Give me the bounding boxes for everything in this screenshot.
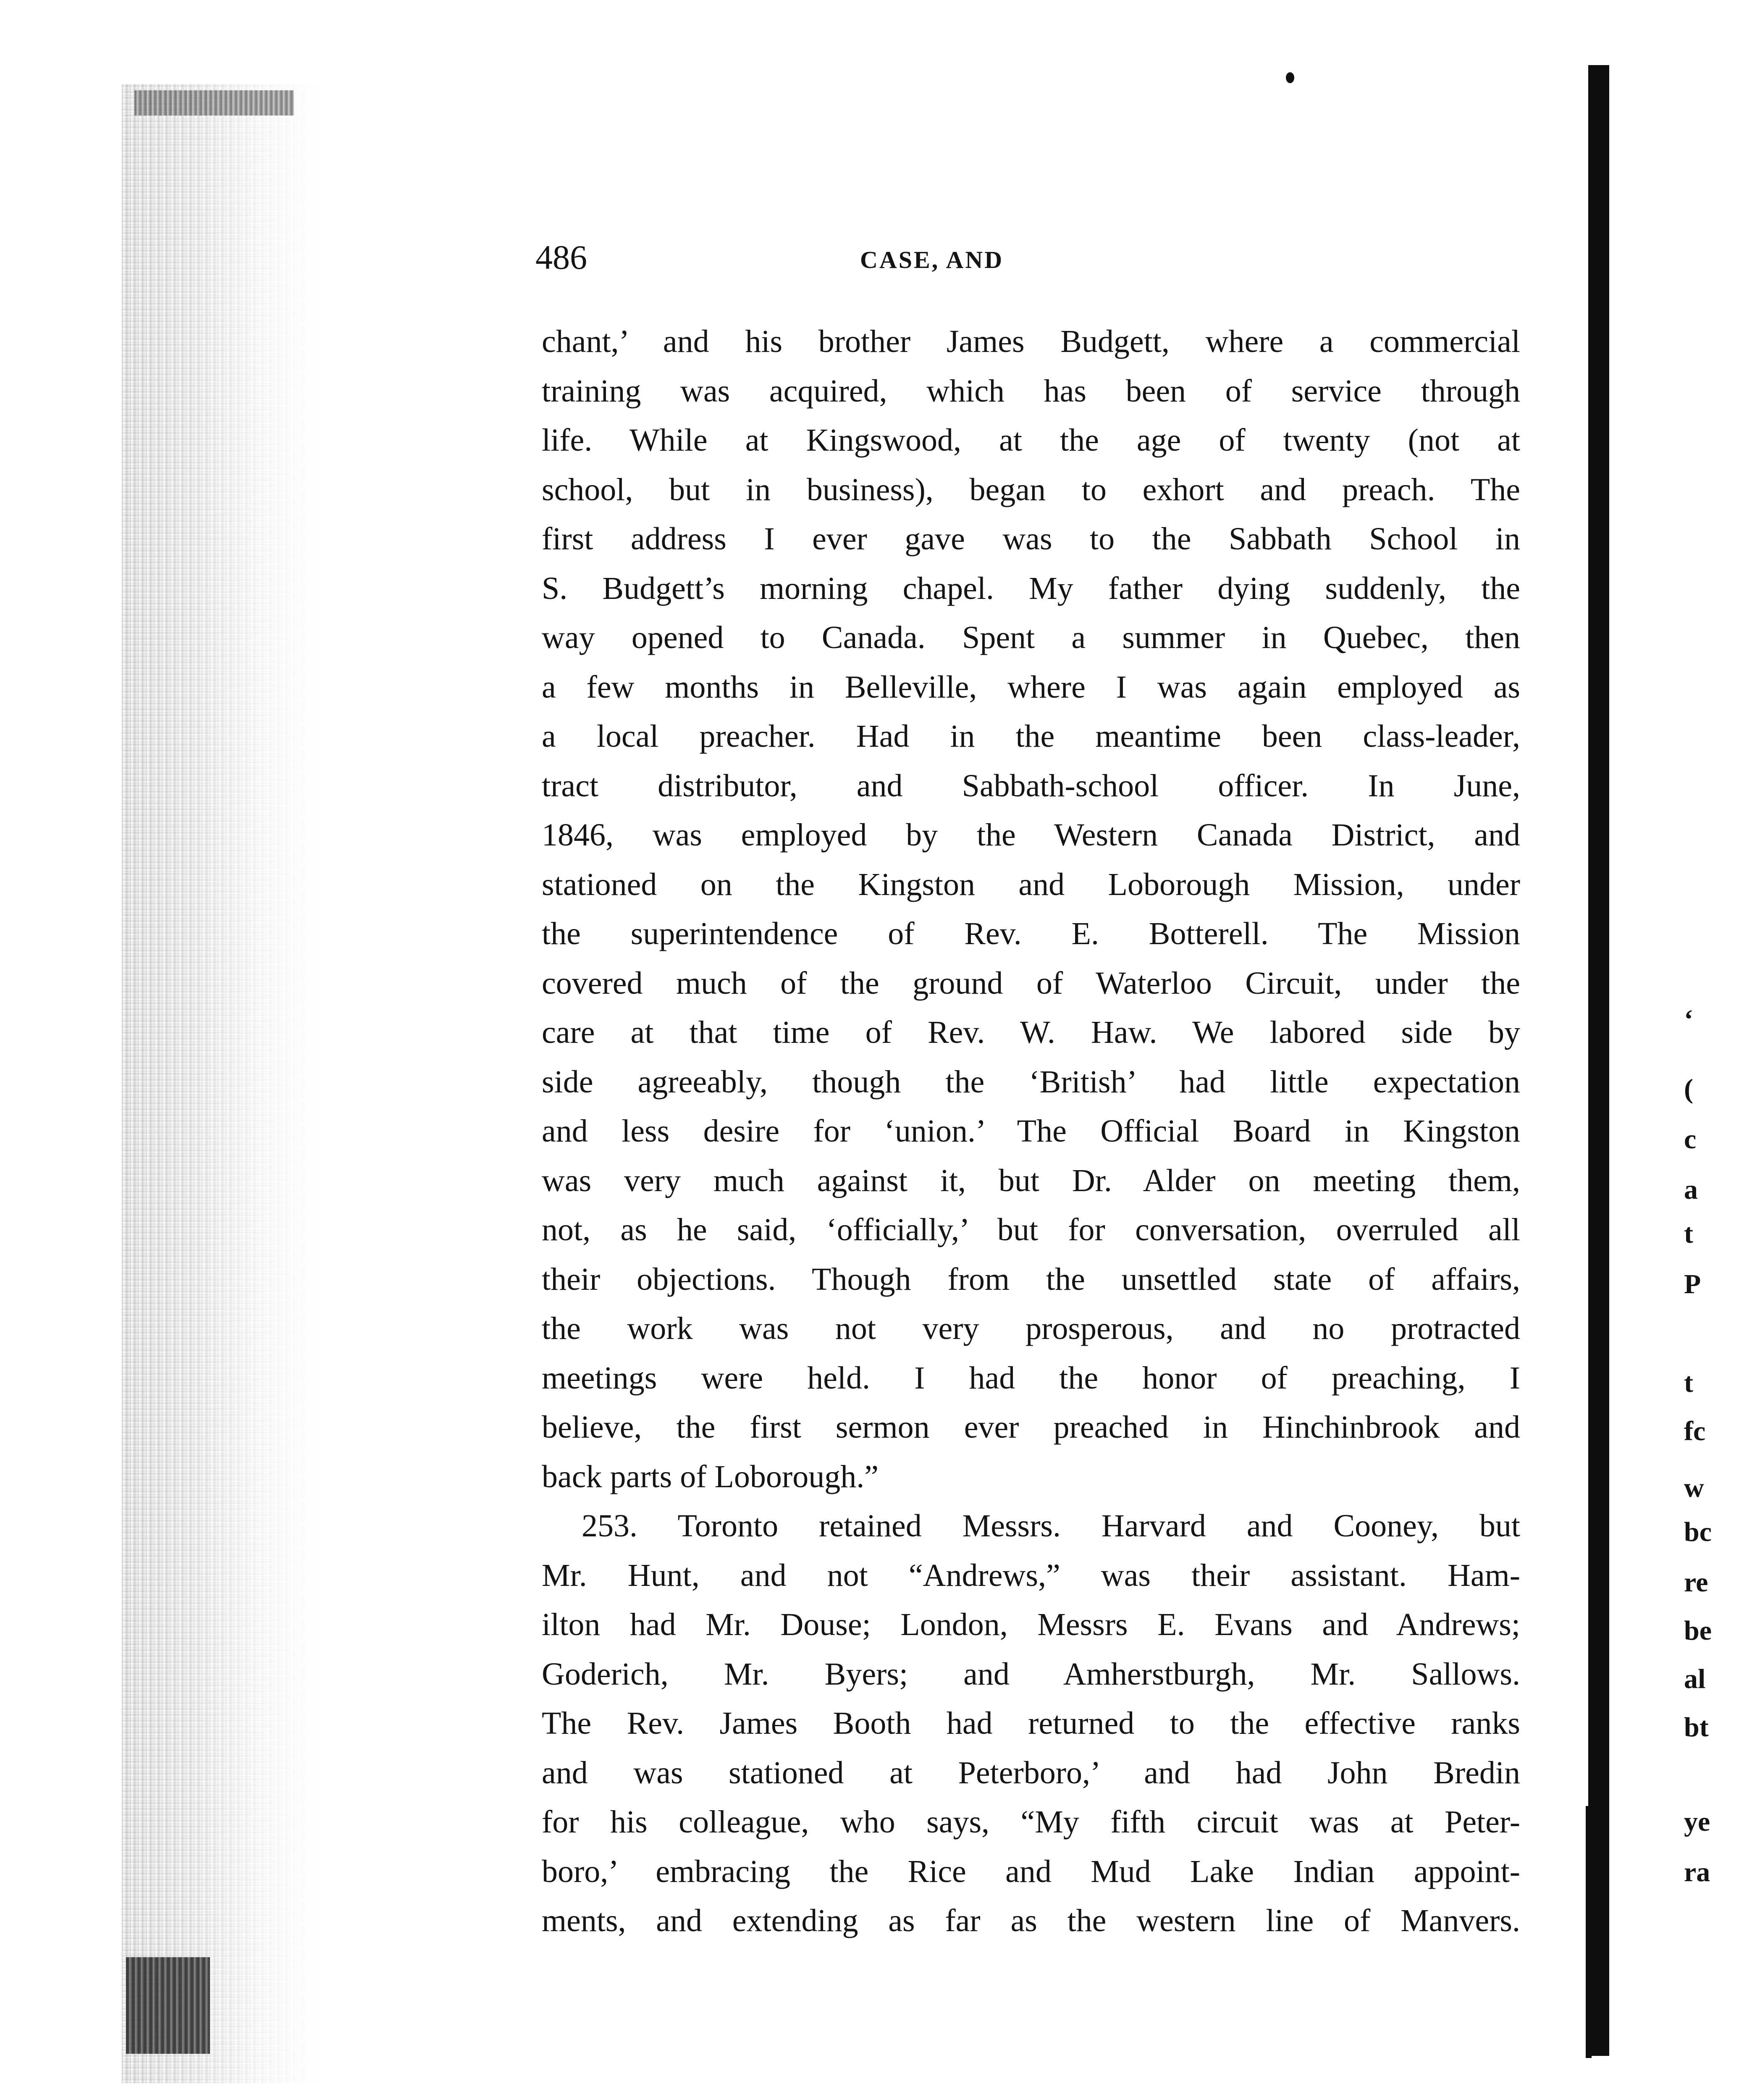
text-line: and less desire for ‘union.’ The Official Board in Kingston (542, 1113, 1520, 1149)
text-line: ilton had Mr. Douse; London, Messrs E. Evans and Andrews; (542, 1607, 1520, 1642)
text-line: chant,’ and his brother James Budgett, where a commercial (542, 324, 1520, 359)
facing-page-fragment: ye (1684, 1806, 1710, 1837)
facing-page-fragment: bt (1684, 1712, 1709, 1743)
text-line: Goderich, Mr. Byers; and Amherstburgh, Mr. Sallows. (542, 1656, 1520, 1692)
facing-page-fragment: bc (1684, 1517, 1712, 1547)
facing-page-fragment: ra (1684, 1857, 1710, 1887)
facing-page-fragments (1684, 0, 1752, 2100)
text-line: was very much against it, but Dr. Alder on meeting them, (542, 1163, 1520, 1198)
text-line: a few months in Belleville, where I was again employed as (542, 669, 1520, 705)
body-text (542, 317, 1520, 1946)
text-line: not, as he said, ‘officially,’ but for conversation, overruled all (542, 1212, 1520, 1247)
ink-dot (1286, 72, 1294, 83)
facing-page-fragment: ( (1684, 1074, 1693, 1104)
scan-gutter-shadow (122, 84, 319, 2083)
text-line: care at that time of Rev. W. Haw. We labored side by (542, 1015, 1520, 1050)
text-line: tract distributor, and Sabbath-school officer. In June, (542, 768, 1520, 803)
text-line: covered much of the ground of Waterloo Circuit, under the (542, 965, 1520, 1001)
text-line: 253. Toronto retained Messrs. Harvard and Cooney, but (582, 1508, 1520, 1544)
text-line: first address I ever gave was to the Sabbath School in (542, 521, 1520, 556)
text-line: the superintendence of Rev. E. Botterell. The Mission (542, 916, 1520, 951)
facing-page-fragment: re (1684, 1567, 1708, 1598)
running-head: CASE, AND (860, 246, 1004, 273)
binding-edge-bar-tip (1586, 1806, 1592, 2058)
page-number: 486 (535, 238, 587, 276)
facing-page-fragment: w (1684, 1473, 1704, 1503)
facing-page-fragment: al (1684, 1664, 1706, 1694)
text-line: school, but in business), began to exhort and preach. The (542, 472, 1520, 507)
text-line: boro,’ embracing the Rice and Mud Lake Indian appoint- (542, 1853, 1520, 1889)
facing-page-fragment: t (1684, 1368, 1693, 1398)
text-line: training was acquired, which has been of service through (542, 373, 1520, 409)
facing-page-fragment: fc (1684, 1416, 1706, 1446)
text-line: meetings were held. I had the honor of preaching, I (542, 1360, 1520, 1396)
facing-page-fragment: be (1684, 1615, 1712, 1646)
text-line: The Rev. James Booth had returned to the effective ranks (542, 1706, 1520, 1741)
text-line: stationed on the Kingston and Loborough Mission, under (542, 866, 1520, 902)
scan-gutter-top-noise (134, 90, 294, 116)
text-line: a local preacher. Had in the meantime been class-leader, (542, 719, 1520, 754)
text-line: believe, the first sermon ever preached in Hinchinbrook and (542, 1410, 1520, 1445)
text-line: way opened to Canada. Spent a summer in Quebec, then (542, 620, 1520, 655)
text-line: and was stationed at Peterboro,’ and had John Bredin (542, 1755, 1520, 1790)
facing-page-fragment: c (1684, 1124, 1697, 1155)
text-line: the work was not very prosperous, and no protracted (542, 1311, 1520, 1346)
text-line: for his colleague, who says, “My fifth circuit was at Peter- (542, 1804, 1520, 1840)
text-line: their objections. Though from the unsettled state of affairs, (542, 1261, 1520, 1297)
facing-page-fragment: P (1684, 1269, 1701, 1299)
text-line: 1846, was employed by the Western Canada District, and (542, 817, 1520, 853)
facing-page-fragment: ‘ (1684, 1004, 1693, 1035)
text-line: life. While at Kingswood, at the age of twenty (not at (542, 423, 1520, 458)
text-line: back parts of Loborough.” (542, 1459, 879, 1494)
facing-page-fragment: a (1684, 1174, 1698, 1205)
text-line: Mr. Hunt, and not “Andrews,” was their assistant. Ham- (542, 1557, 1520, 1593)
facing-page-fragment: t (1684, 1218, 1693, 1249)
text-line: side agreeably, though the ‘British’ had little expectation (542, 1064, 1520, 1100)
text-line: ments, and extending as far as the western line of Manvers. (542, 1903, 1520, 1938)
scan-gutter-bottom-noise (126, 1957, 210, 2054)
text-line: S. Budgett’s morning chapel. My father dying suddenly, the (542, 570, 1520, 606)
binding-edge-bar (1588, 65, 1609, 2056)
